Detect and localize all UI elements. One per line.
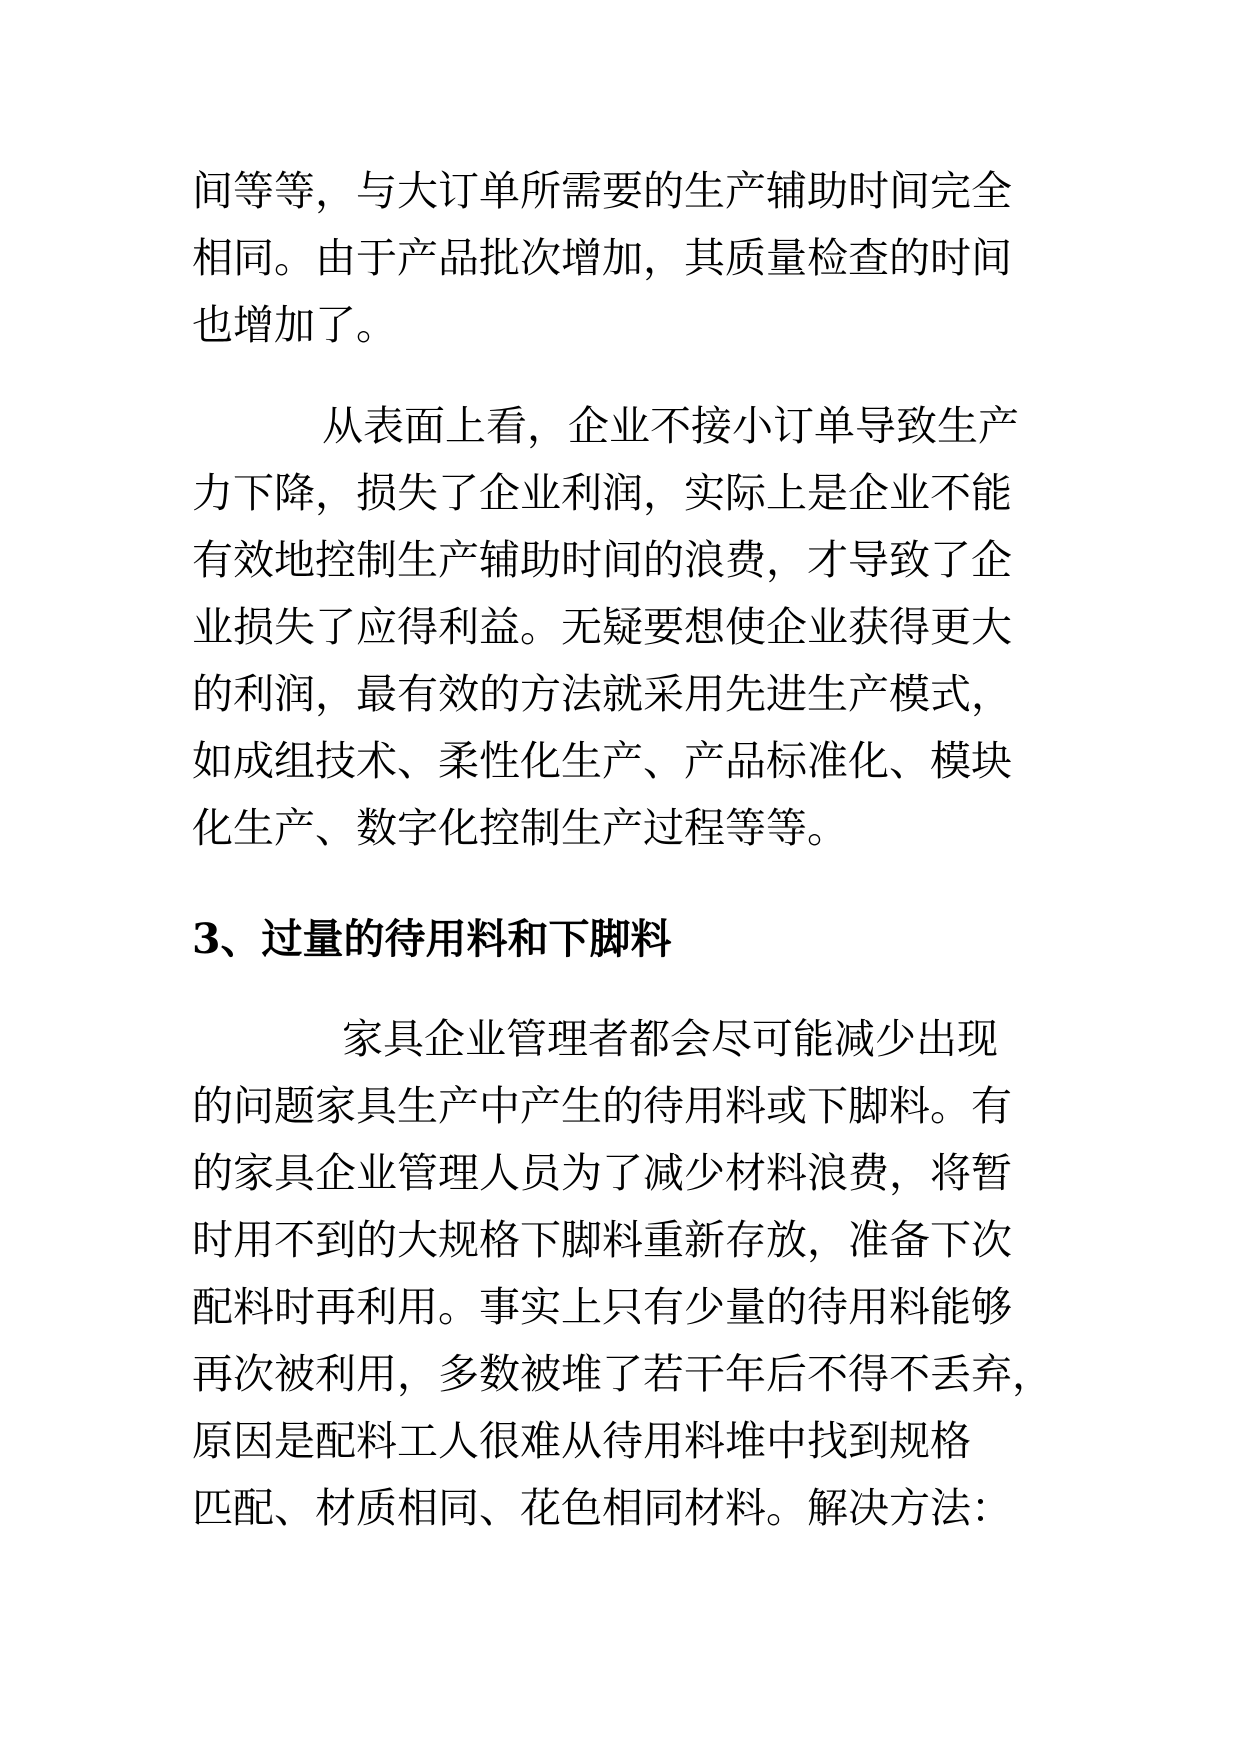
text-line: 家具企业管理者都会尽可能减少出现 <box>342 1015 998 1063</box>
paragraph-1 <box>192 158 1072 359</box>
section-heading-text: 3、过量的待用料和下脚料 <box>192 915 672 963</box>
text-line: 再次被利用，多数被堆了若干年后不得不丢弃， <box>192 1350 1053 1398</box>
text-line: 相同。由于产品批次增加，其质量检查的时间 <box>192 234 1012 282</box>
text-line: 间等等，与大订单所需要的生产辅助时间完全 <box>192 167 1012 215</box>
text-line: 业损失了应得利益。无疑要想使企业获得更大 <box>192 603 1012 651</box>
text-line: 的家具企业管理人员为了减少材料浪费，将暂 <box>192 1149 1012 1197</box>
text-line: 时用不到的大规格下脚料重新存放，准备下次 <box>192 1216 1012 1264</box>
text-line: 化生产、数字化控制生产过程等等。 <box>192 804 848 852</box>
text-line: 有效地控制生产辅助时间的浪费，才导致了企 <box>192 536 1012 584</box>
text-line: 如成组技术、柔性化生产、产品标准化、模块 <box>192 737 1012 785</box>
text-line: 原因是配料工人很难从待用料堆中找到规格 <box>192 1417 971 1465</box>
text-line: 配料时再利用。事实上只有少量的待用料能够 <box>192 1283 1012 1331</box>
text-line: 也增加了。 <box>192 301 397 349</box>
paragraph-3 <box>192 1006 1072 1542</box>
text-line: 从表面上看，企业不接小订单导致生产 <box>322 402 1019 450</box>
text-line: 匹配、材质相同、花色相同材料。解决方法： <box>192 1484 1012 1532</box>
text-line: 的利润，最有效的方法就采用先进生产模式， <box>192 670 1012 718</box>
section-heading <box>192 906 1072 973</box>
paragraph-2 <box>192 393 1072 862</box>
text-line: 力下降，损失了企业利润，实际上是企业不能 <box>192 469 1012 517</box>
text-line: 的问题家具生产中产生的待用料或下脚料。有 <box>192 1082 1012 1130</box>
